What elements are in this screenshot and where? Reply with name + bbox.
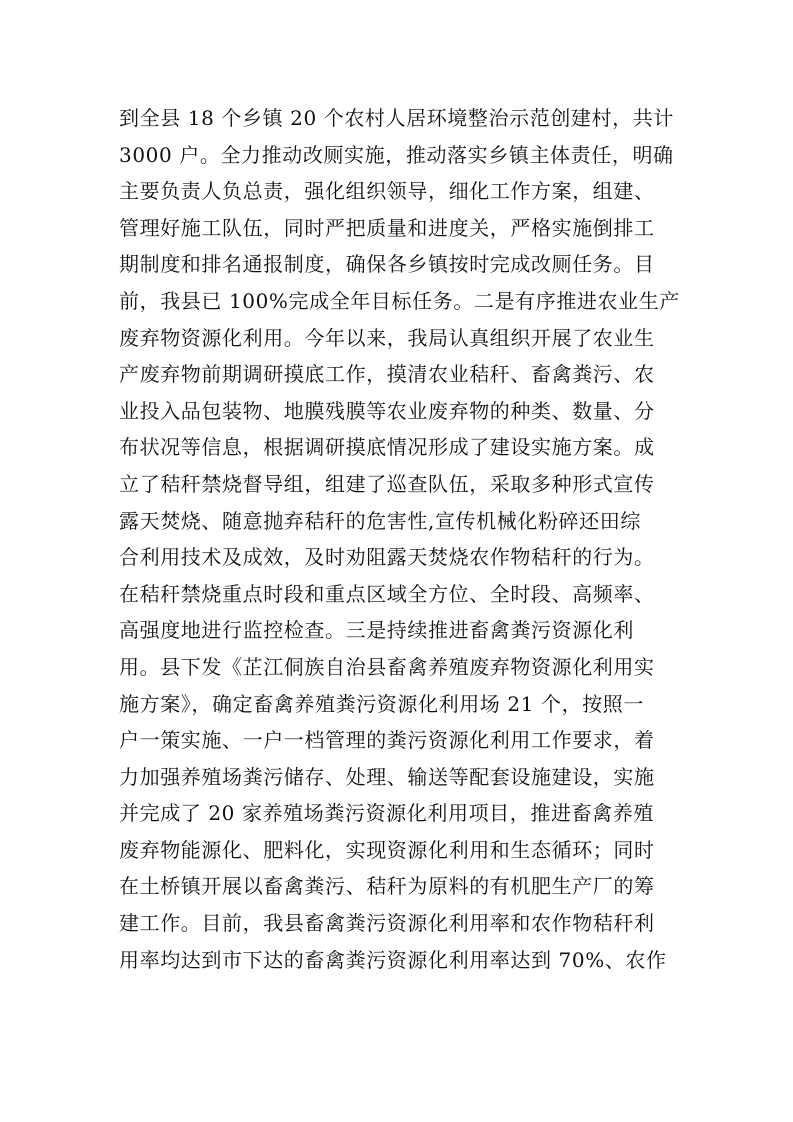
text-line: 业投入品包装物、地膜残膜等农业废弃物的种类、数量、分 xyxy=(119,398,655,423)
text-line: 用。县下发《芷江侗族自治县畜禽养殖废弃物资源化利用实 xyxy=(119,654,655,679)
text-line: 主要负责人负总责，强化组织领导，细化工作方案，组建、 xyxy=(119,179,655,204)
text-line: 合利用技术及成效，及时劝阻露天焚烧农作物秸秆的行为。 xyxy=(119,545,655,570)
text-line: 3000 户。全力推动改厕实施，推动落实乡镇主体责任，明确 xyxy=(119,142,674,167)
text-line: 管理好施工队伍，同时严把质量和进度关，严格实施倒排工 xyxy=(119,215,655,240)
text-line: 用率均达到市下达的畜禽粪污资源化利用率达到 70%、农作 xyxy=(119,947,667,972)
text-line: 前，我县已 100%完成全年目标任务。二是有序推进农业生产 xyxy=(119,288,680,313)
text-line: 期制度和排名通报制度，确保各乡镇按时完成改厕任务。目 xyxy=(119,252,655,277)
text-line: 在秸秆禁烧重点时段和重点区域全方位、全时段、高频率、 xyxy=(119,581,655,606)
text-line: 废弃物能源化、肥料化，实现资源化利用和生态循环；同时 xyxy=(119,837,655,862)
text-line: 到全县 18 个乡镇 20 个农村人居环境整治示范创建村，共计 xyxy=(119,106,674,130)
text-line: 户一策实施、一户一档管理的粪污资源化利用工作要求，着 xyxy=(119,728,655,753)
body-text xyxy=(119,100,679,978)
text-line: 力加强养殖场粪污储存、处理、输送等配套设施建设，实施 xyxy=(119,764,655,789)
text-line: 施方案》，确定畜禽养殖粪污资源化利用场 21 个，按照一 xyxy=(119,691,644,716)
text-line: 布状况等信息，根据调研摸底情况形成了建设实施方案。成 xyxy=(119,435,655,460)
text-line: 露天焚烧、随意抛弃秸秆的危害性,宣传机械化粉碎还田综 xyxy=(119,508,641,533)
text-line: 立了秸秆禁烧督导组，组建了巡查队伍，采取多种形式宣传 xyxy=(119,471,655,496)
text-line: 产废弃物前期调研摸底工作，摸清农业秸秆、畜禽粪污、农 xyxy=(119,362,655,387)
text-line: 高强度地进行监控检查。三是持续推进畜禽粪污资源化利 xyxy=(119,618,634,643)
text-line: 废弃物资源化利用。今年以来，我局认真组织开展了农业生 xyxy=(119,325,655,350)
text-line: 并完成了 20 家养殖场粪污资源化利用项目，推进畜禽养殖 xyxy=(119,801,654,826)
text-line: 在土桥镇开展以畜禽粪污、秸秆为原料的有机肥生产厂的筹 xyxy=(119,874,655,899)
text-line: 建工作。目前，我县畜禽粪污资源化利用率和农作物秸秆利 xyxy=(119,911,655,936)
